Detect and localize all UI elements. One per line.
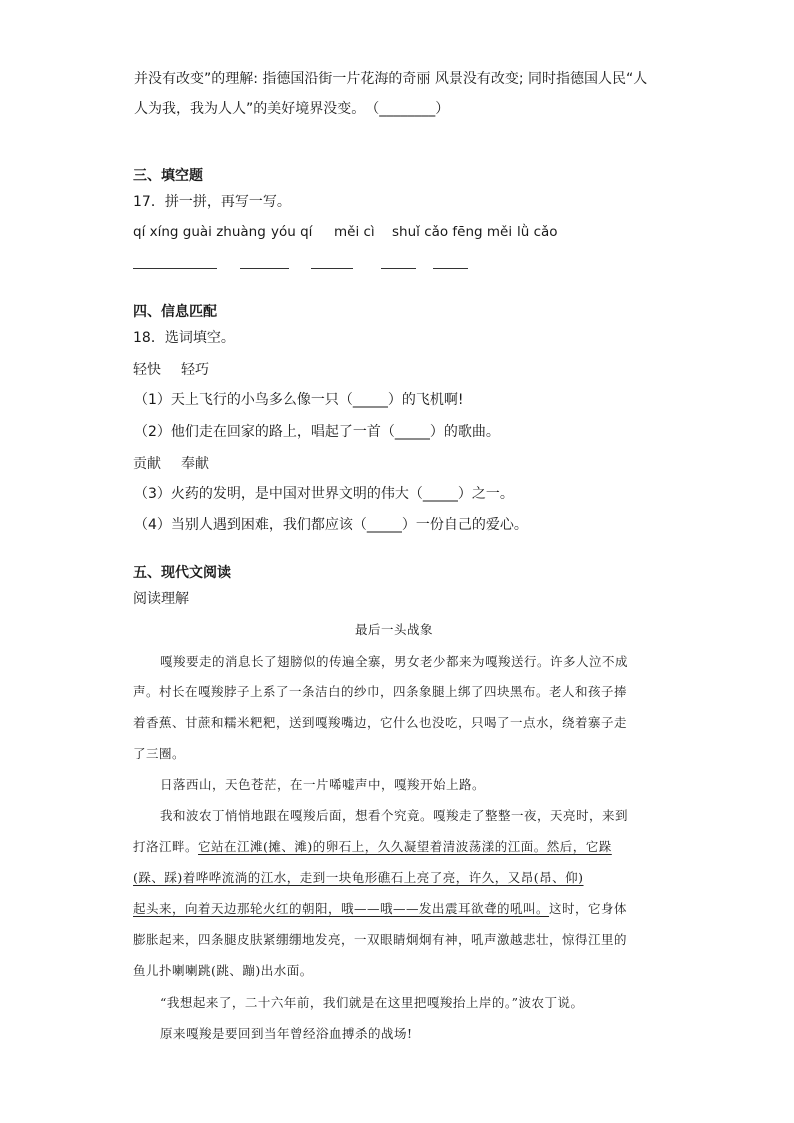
- answer-blank-2[interactable]: [240, 268, 289, 269]
- q18-item-4: （4）当别人遇到困难，我们都应该（_____）一份自己的爱心。: [134, 517, 528, 533]
- section4-heading: 四、信息匹配: [133, 304, 217, 320]
- answer-blank-4[interactable]: [381, 268, 416, 269]
- word-option-qingkuai: 轻快: [133, 362, 161, 378]
- word-option-qingqiao: 轻巧: [181, 362, 209, 378]
- p5: 原来嘎羧是要回到当年曾经浴血搏杀的战场!: [160, 1026, 413, 1041]
- pinyin-3: měi cì: [334, 224, 375, 240]
- p3-line4: [133, 899, 627, 917]
- q16-tail-line2: 人为我，我为人人”的美好境界没变。 （________）: [134, 101, 450, 117]
- p3-line4-underlined: 起头来，向着天边那轮火红的朝阳，哦——哦——发出震耳欲聋的吼叫。: [133, 901, 550, 916]
- q17-stem: 17．拼一拼，再写一写。: [133, 194, 291, 210]
- p1-line3: 着香蕉、甘蔗和糯米粑粑，送到嘎羧嘴边，它什么也没吃，只喝了一点水，绕着寨子走: [133, 715, 628, 730]
- word-option-fengxian: 奉献: [181, 456, 209, 472]
- p3-line4-end: 这时，它身体: [549, 901, 628, 916]
- q18-stem: 18．选词填空。: [133, 330, 235, 346]
- section3-heading: 三、填空题: [133, 168, 203, 184]
- p3-line2-start: 打洛江畔。: [133, 839, 199, 854]
- p3-line2-underlined: 它站在江滩(摊、滩)的卵石上，久久凝望着清波荡漾的江面。然后，它跺: [198, 839, 612, 854]
- pinyin-2: yóu qí: [271, 224, 313, 240]
- reading-subheading: 阅读理解: [133, 591, 189, 607]
- q18-item-1: （1）天上飞行的小鸟多么像一只（_____）的飞机啊!: [134, 392, 464, 408]
- p3-line5: 膨胀起来，四条腿皮肤紧绷绷地发亮，一双眼睛炯炯有神，吼声激越悲壮，惊得江里的: [133, 932, 628, 947]
- p2: 日落西山，天色苍茫，在一片唏嘘声中，嘎羧开始上路。: [160, 777, 486, 792]
- q18-item-2: （2）他们走在回家的路上，唱起了一首（_____）的歌曲。: [134, 424, 500, 440]
- p1-line2: 声。村长在嘎羧脖子上系了一条洁白的纱巾，四条象腿上绑了四块黑布。老人和孩子捧: [133, 684, 628, 699]
- p3-line1: 我和波农丁悄悄地跟在嘎羧后面，想看个究竟。嘎羧走了整整一夜，天亮时，来到: [160, 808, 629, 823]
- pinyin-1: qí xíng guài zhuàng: [133, 224, 266, 240]
- answer-blank-3[interactable]: [311, 268, 353, 269]
- q16-tail-line1: 并没有改变”的理解: 指德国沿街一片花海的奇丽 风景没有改变; 同时指德国人民“人: [134, 71, 648, 87]
- p1-line1: 嘎羧要走的消息长了翅膀似的传遍全寨，男女老少都来为嘎羧送行。许多人泣不成: [160, 654, 629, 669]
- answer-blank-1[interactable]: [133, 268, 217, 269]
- q18-item-3: （3）火药的发明，是中国对世界文明的伟大（_____）之一。: [134, 486, 514, 502]
- p1-line4: 了三圈。: [133, 746, 186, 761]
- story-title: 最后一头战象: [355, 622, 434, 637]
- section5-heading: 五、现代文阅读: [133, 565, 231, 581]
- word-option-gongxian: 贡献: [133, 456, 161, 472]
- p3-line2: [133, 837, 612, 855]
- p3-line3: (跺、踩)着哗哗流淌的江水，走到一块龟形礁石上亮了亮，许久，又昂(昂、仰): [133, 870, 584, 885]
- pinyin-5: lǜ cǎo: [517, 224, 558, 240]
- pinyin-4: shuǐ cǎo fēng měi: [392, 224, 513, 240]
- answer-blank-5[interactable]: [433, 268, 468, 269]
- p4: “我想起来了，二十六年前，我们就是在这里把嘎羧抬上岸的。”波农丁说。: [160, 995, 584, 1010]
- p3-line6: 鱼儿扑喇喇跳(跳、蹦)出水面。: [133, 963, 313, 978]
